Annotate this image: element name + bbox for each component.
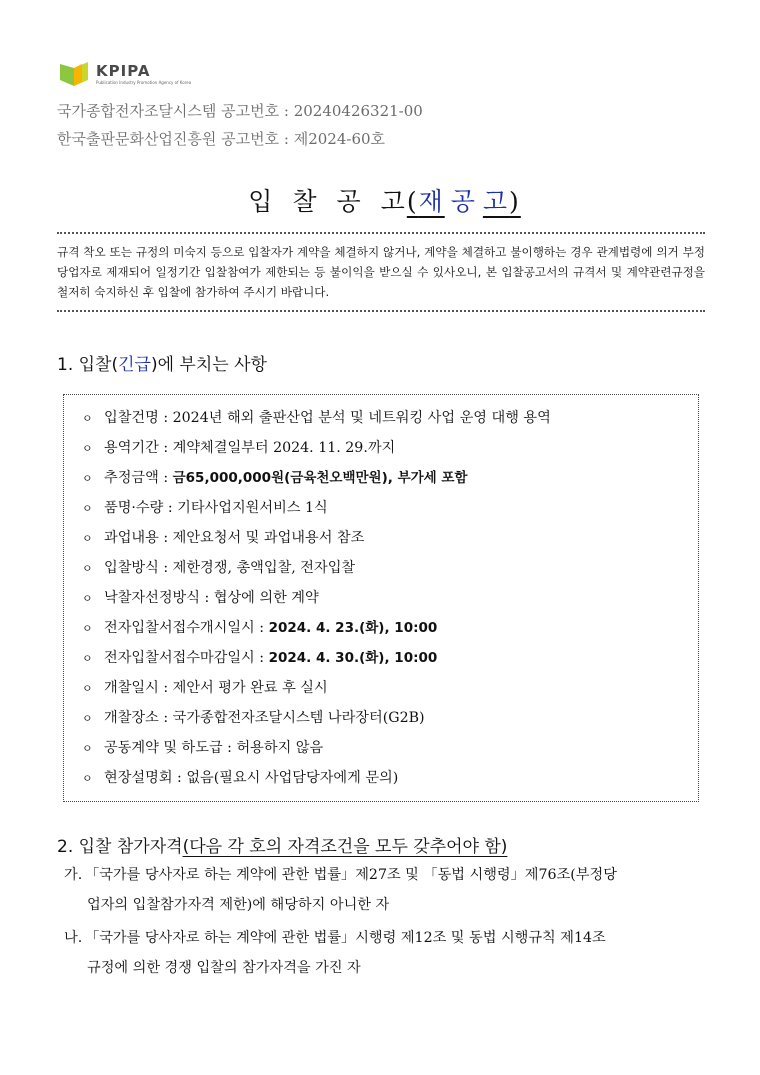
section-1-heading [57,350,267,375]
section-2-prefix: 2. 입찰 참가자격 [57,837,183,857]
bid-detail-label: 현장설명회 : [104,770,187,786]
bid-detail-item [82,465,551,495]
bid-detail-value: 제한경쟁, 총액입찰, 전자입찰 [172,560,356,576]
bid-detail-label: 전자입찰서접수마감일시 : [104,650,269,666]
bid-detail-value: 협상에 의한 계약 [213,590,319,606]
bid-detail-value: 계약체결일부터 2024. 11. 29.까지 [172,440,396,456]
bid-detail-item [82,675,551,705]
qualification-line1: 「국가를 당사자로 하는 계약에 관한 법률」제27조 및 「동법 시행령」제76조(부정당 [85,867,617,883]
bid-detail-item [82,765,551,795]
dotted-divider-bottom [57,310,705,312]
bid-detail-bold-value: 2024. 4. 30.(화), 10:00 [268,650,438,666]
section-1-suffix: )에 부치는 사항 [150,355,267,375]
bullet-icon: ㅇ [82,532,93,545]
qualification-line1: 「국가를 당사자로 하는 계약에 관한 법률」시행령 제12조 및 동법 시행규칙 제14조 [85,930,606,946]
qualification-label: 가. [64,867,83,883]
bid-detail-label: 공동계약 및 하도급 : [104,740,237,756]
kpipa-logo [58,58,208,90]
bullet-icon: ㅇ [82,742,93,755]
kpipa-notice-number: 한국출판문화산업진흥원 공고번호 : 제2024-60호 [57,130,386,148]
title-char: 찰 [292,187,319,216]
qualification-label: 나. [64,930,83,946]
bid-detail-value: 제안요청서 및 과업내용서 참조 [172,530,365,546]
title-reissue-char: 재 [418,187,445,216]
bid-detail-label: 용역기간 : [104,440,173,456]
bid-detail-label: 과업내용 : [104,530,173,546]
dotted-divider-top [57,232,705,234]
title-paren-close: ) [509,187,521,216]
title-paren-open: ( [406,187,419,216]
bid-detail-label: 낙찰자선정방식 : [104,590,214,606]
warning-notice: 규격 착오 또는 규정의 미숙지 등으로 입찰자가 계약을 체결하지 않거나, 계약을 체결하고 불이행하는 경우 관계법령에 의거 부정당업자로 제재되어 일정기간 입찰참여가 제한되는 등 불이익을 받으실 수 있사오니, 본 입찰공고서의 규격서 및 계약관련규정을 철저히 숙지하신 후 입찰에 참가하여 주시기 바랍니다. [57,245,705,299]
bid-detail-item [82,525,551,555]
title-reissue-char: 공 [450,187,477,216]
qualification-line2: 규정에 의한 경쟁 입찰의 참가자격을 가진 자 [87,960,361,976]
page-title [0,182,760,218]
g2b-notice-number: 국가종합전자조달시스템 공고번호 : 20240426321-00 [57,102,423,120]
bid-detail-bold-value: 2024. 4. 23.(화), 10:00 [268,620,438,636]
title-char: 고 [380,187,407,216]
book-logo-icon [58,58,94,88]
bid-detail-value: 기타사업지원서비스 1식 [177,500,328,516]
bullet-icon: ㅇ [82,652,93,665]
section-1-emphasis: 긴급 [118,355,151,375]
qualification-line2: 업자의 입찰참가자격 제한)에 해당하지 아니한 자 [87,897,390,913]
bullet-icon: ㅇ [82,622,93,635]
bullet-icon: ㅇ [82,772,93,785]
bid-detail-label: 입찰건명 : [104,410,173,426]
bullet-icon: ㅇ [82,442,93,455]
bullet-icon: ㅇ [82,682,93,695]
bid-detail-label: 개찰일시 : [104,680,173,696]
bullet-icon: ㅇ [82,412,93,425]
bid-detail-value: 허용하지 않음 [236,740,324,756]
bullet-icon: ㅇ [82,592,93,605]
bid-detail-label: 추정금액 : [104,470,173,486]
logo-subtitle: Publication Industry Promotion Agency of Korea [96,80,192,85]
title-char: 입 [248,187,275,216]
bid-detail-item [82,555,551,585]
bid-detail-item [82,735,551,765]
bid-detail-item [82,495,551,525]
bid-detail-item [82,615,551,645]
qualification-item [64,860,714,920]
bid-detail-bold-value: 금65,000,000원(금육천오백만원), 부가세 포함 [172,470,468,486]
bid-detail-item [82,405,551,435]
bid-detail-label: 품명·수량 : [104,500,178,516]
bid-detail-label: 전자입찰서접수개시일시 : [104,620,269,636]
section-2-condition: (다음 각 호의 자격조건을 모두 갖추어야 함) [182,837,508,857]
title-reissue-char: 고 [482,187,510,216]
bid-detail-value: 2024년 해외 출판산업 분석 및 네트워킹 사업 운영 대행 용역 [172,410,551,426]
bid-detail-label: 입찰방식 : [104,560,173,576]
qualification-item [64,923,714,983]
bid-detail-value: 국가종합전자조달시스템 나라장터(G2B) [172,710,425,726]
bullet-icon: ㅇ [82,562,93,575]
bid-detail-item [82,435,551,465]
logo-name: KPIPA [96,62,151,80]
bid-detail-item [82,705,551,735]
title-char: 공 [336,187,363,216]
bid-details-list [82,405,551,795]
bullet-icon: ㅇ [82,712,93,725]
section-1-prefix: 1. 입찰( [57,355,119,375]
bid-detail-item [82,585,551,615]
bid-detail-item [82,645,551,675]
bullet-icon: ㅇ [82,472,93,485]
section-2-heading [57,832,507,857]
bid-detail-value: 없음(필요시 사업담당자에게 문의) [186,770,399,786]
bid-detail-value: 제안서 평가 완료 후 실시 [172,680,328,696]
bid-detail-label: 개찰장소 : [104,710,173,726]
bullet-icon: ㅇ [82,502,93,515]
